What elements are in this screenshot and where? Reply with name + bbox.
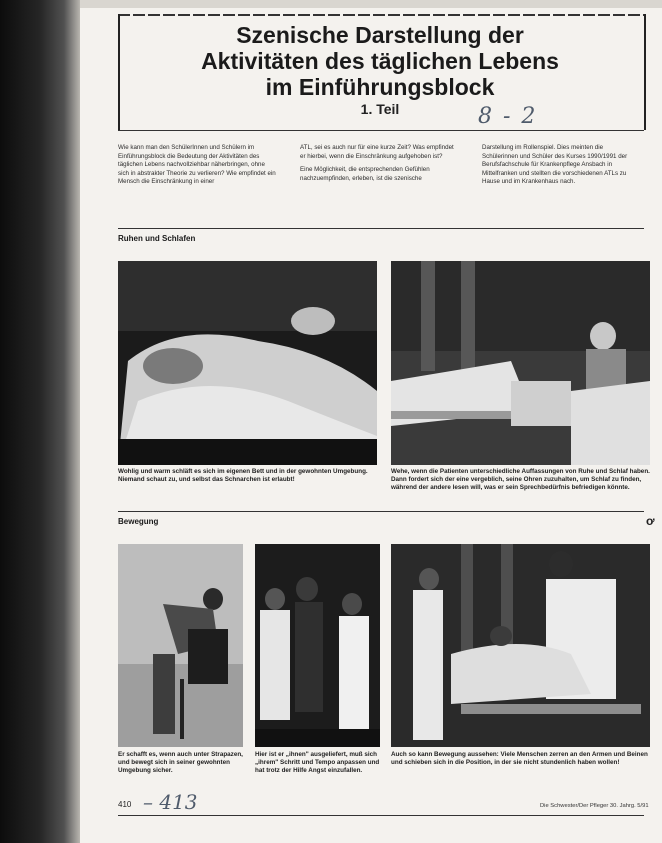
title-line: Szenische Darstellung der — [236, 22, 524, 48]
title-bottom-rule — [118, 130, 644, 131]
section-heading-ruhen: Ruhen und Schlafen — [118, 234, 196, 243]
caption-walking-with-help: Hier ist er „ihnen" ausgeliefert, muß sich „ihrem" Schritt und Tempo anpassen und hat trotz der Hilfe Angst einzufallen. — [255, 751, 380, 774]
photo-walking-at-home — [118, 544, 243, 747]
caption-hospital-room: Wehe, wenn die Patienten unterschiedliche Auffassungen von Ruhe und Schlaf haben. Dann fordert sich der eine vergeblich, seine Ohren zuzuhalten, um Schlaf zu finden, während der andere lesen will, was er sein Sprechbedürfnis befriedigen könnte. — [391, 468, 650, 491]
page-edge — [80, 0, 662, 8]
handwritten-note: 8 - 2 — [478, 104, 538, 129]
photo-sleeping-at-home — [118, 261, 377, 465]
caption-walking-at-home: Er schafft es, wenn auch unter Strapazen, und bewegt sich in seiner gewohnten Umgebung sicher. — [118, 751, 243, 774]
body-column-1 — [118, 144, 276, 192]
section-rule — [118, 511, 644, 512]
body-paragraph: Wie kann man den SchülerInnen und Schülern im Einführungsblock die Bedeutung der Aktivitäten des täglichen Lebens nachvollziehbar näherbringen, ohne sich in abstrakter Theorie zu verlieren? Wie empfindet ein Mensch die Einschränkung in einer — [118, 144, 276, 186]
title-line: im Einführungsblock — [265, 74, 495, 100]
title-line: Aktivitäten des täglichen Lebens — [201, 48, 559, 74]
journal-reference: Die Schwester/Der Pfleger 30. Jahrg. 5/91 — [540, 803, 649, 809]
body-column-3 — [482, 144, 640, 192]
body-paragraph: Darstellung im Rollenspiel. Dies meinten die Schülerinnen und Schüler des Kurses 1990/1991 der Berufsfachschule für Krankenpflege Ansbach in Mittelfranken und stellten die vorschiedenen ATLs zu Hause und im Krankenhaus nach. — [482, 144, 628, 186]
article-title — [120, 22, 640, 100]
bottom-rule — [118, 815, 644, 816]
photo-bed-positioning — [391, 544, 650, 747]
caption-sleeping-at-home: Wohlig und warm schläft es sich im eigenen Bett und in der gewohnten Umgebung. Niemand schaut zu, und selbst das Schnarchen ist erlaubt! — [118, 468, 368, 483]
body-paragraph: ATL, sei es auch nur für eine kurze Zeit? Was empfindet er hierbei, wenn die Einschränkung aufgehoben ist? — [300, 144, 454, 160]
photo-walking-with-help — [255, 544, 380, 747]
caption-bed-positioning: Auch so kann Bewegung aussehen: Viele Menschen zerren an den Armen und Beinen und schieben sich in die Position, in der sie nicht stundenlich haben wollen! — [391, 751, 648, 766]
section-heading-bewegung: Bewegung — [118, 517, 159, 526]
photo-hospital-room — [391, 261, 650, 465]
section-rule — [118, 228, 644, 229]
page-number: 410 — [118, 800, 132, 809]
article-subtitle: 1. Teil — [360, 101, 400, 117]
page-mark-icon: ơ — [646, 514, 655, 528]
body-paragraph: Eine Möglichkeit, die entsprechenden Gefühlen nachzuempfinden, erleben, ist die szenische — [300, 166, 430, 182]
body-column-2 — [300, 144, 458, 188]
book-spine-shadow — [0, 0, 80, 843]
handwritten-page-number: – 413 — [143, 790, 198, 814]
